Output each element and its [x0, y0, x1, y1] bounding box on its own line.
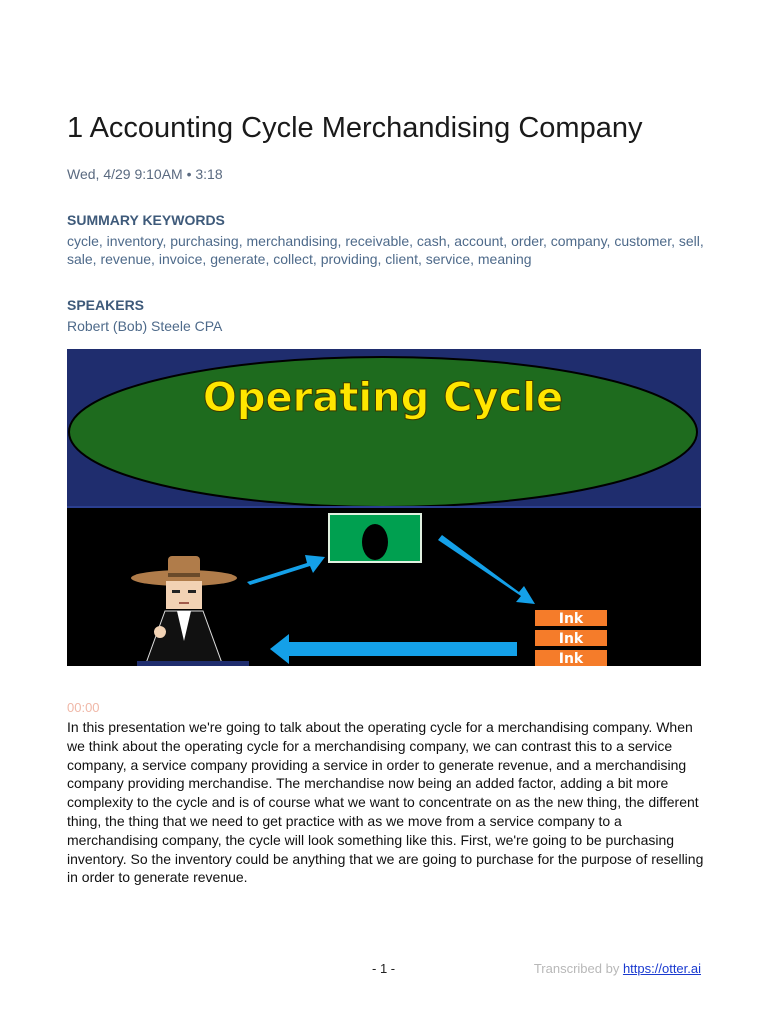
document-meta: Wed, 4/29 9:10AM • 3:18 [67, 166, 223, 182]
page-number: - 1 - [372, 961, 396, 976]
inventory-stack [535, 610, 607, 666]
document-title: 1 Accounting Cycle Merchandising Company [67, 112, 643, 144]
otter-link[interactable]: https://otter.ai [622, 961, 701, 976]
credit-prefix: Transcribed by [533, 961, 620, 976]
figure-title: Operating Cycle [202, 375, 564, 421]
operating-cycle-figure [67, 349, 701, 666]
speakers-text: Robert (Bob) Steele CPA [67, 318, 223, 334]
transcript-timestamp: 00:00 [67, 700, 100, 715]
transcript-paragraph: In this presentation we're going to talk about the operating cycle for a merchandising company. When we think about the operating cycle for a merchandising company, we can contrast this to a service company, a service company providing a service in order to generate revenue, and a merchandising company providing merchandise. The merchandise now being an added factor, adding a bit more complexity to the cycle and is of course what we want to concentrate on as the new thing, the different thing, the thing that we need to get practice with as we move from a service company to a merchandising company, the cycle will look something like this. First, we're going to be purchasing inventory. So the inventory could be anything that we are going to purchase for the purpose of reselling in order to generate revenue. [67, 719, 704, 886]
keywords-heading: SUMMARY KEYWORDS [67, 212, 225, 228]
ink-label-2: Ink [558, 631, 584, 647]
speakers-heading: SPEAKERS [67, 297, 145, 313]
transcription-credit [534, 961, 701, 976]
keywords-text: cycle, inventory, purchasing, merchandising, receivable, cash, account, order, company, customer, sell, sale, revenue, invoice, generate, collect, providing, client, service, meaning [67, 233, 704, 267]
ink-label-3: Ink [558, 651, 584, 666]
cash-icon [329, 514, 421, 562]
operating-cycle-illustration [67, 349, 701, 666]
ink-label-1: Ink [558, 611, 584, 627]
